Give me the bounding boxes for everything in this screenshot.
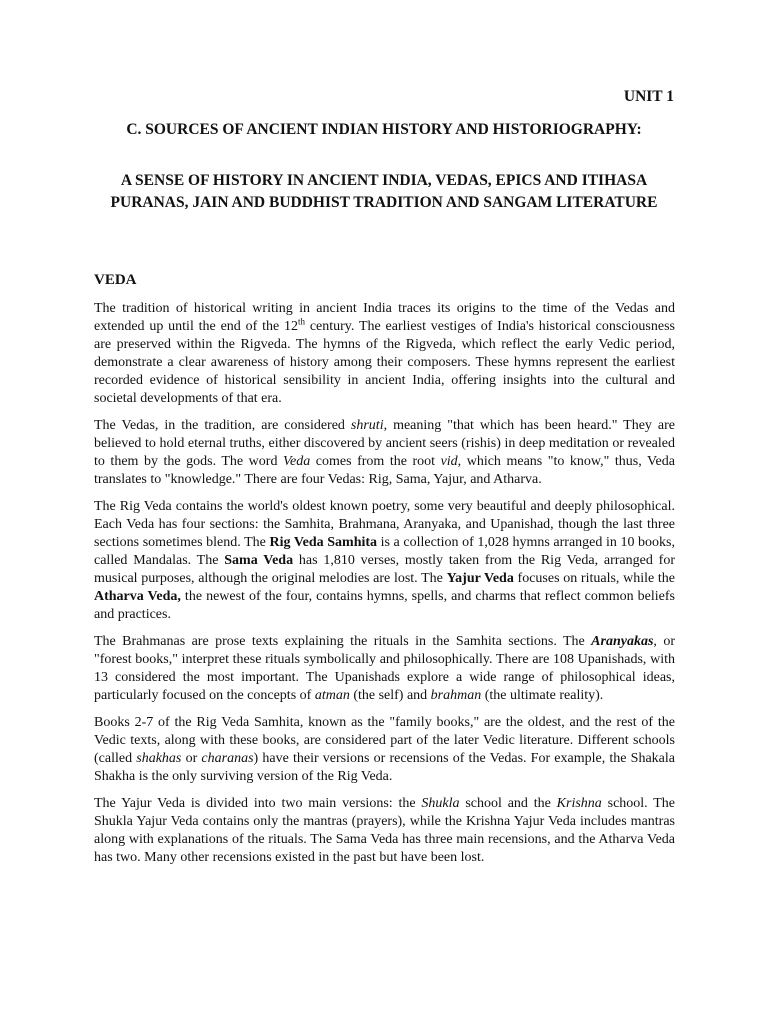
text-run: The tradition of historical writing in ancient India traces its origins to the time of the Vedas and extended up until the end of the 12 — [94, 301, 675, 334]
text-run: (the self) and — [349, 688, 431, 703]
text-run: or — [181, 751, 202, 766]
italic-term: charanas — [201, 751, 254, 766]
chapter-title: C. SOURCES OF ANCIENT INDIAN HISTORY AND HISTORIOGRAPHY: — [126, 121, 642, 138]
text-run: comes from the root — [310, 454, 441, 469]
paragraph-2 — [94, 417, 675, 489]
text-run: , meaning "that which has been heard." They are believed to hold eternal truths, either discovered by ancient seers (rishis) in deep meditation or revealed to them by the gods. The word — [94, 418, 675, 469]
text-run: Books 2-7 of the Rig Veda Samhita, known as the "family books," are the oldest, and the rest of the Vedic texts, along with these books, are considered part of the later Vedic literature. Different schools (called — [94, 715, 675, 766]
italic-term: Krishna — [556, 796, 602, 811]
italic-term: Veda — [283, 454, 311, 469]
text-run: The Brahmanas are prose texts explaining the rituals in the Samhita sections. The — [94, 634, 592, 649]
body-text — [94, 300, 675, 876]
paragraph-1 — [94, 300, 675, 408]
text-run: is a collection of 1,028 hymns arranged in 10 books, called Mandalas. The — [94, 535, 676, 568]
chapter-subtitle: A SENSE OF HISTORY IN ANCIENT INDIA, VEDAS, EPICS AND ITIHASA PURANAS, JAIN AND BUDDHIST TRADITION AND SANGAM LITERATURE — [110, 172, 658, 211]
italic-term: vid — [440, 454, 458, 469]
text-run: has 1,810 verses, mostly taken from the Rig Veda, arranged for musical purposes, although the original melodies are lost. The — [94, 553, 675, 586]
paragraph-5 — [94, 714, 675, 786]
superscript: th — [298, 316, 306, 327]
text-run: the newest of the four, contains hymns, spells, and charms that reflect common beliefs and practices. — [94, 589, 675, 622]
text-run: century. The earliest vestiges of India's historical consciousness are preserved within the Rigveda. The hymns of the Rigveda, which reflect the early Vedic period, demonstrate a clear awareness of history among their composers. These hymns represent the earliest recorded evidence of historical sensibility in ancient India, offering insights into the cultural and societal developments of that era. — [94, 319, 675, 406]
bold-italic-term: Aranyakas — [591, 634, 654, 649]
text-run: , which means "to know," thus, Veda translates to "knowledge." There are four Vedas: Rig, Sama, Yajur, and Atharva. — [94, 454, 675, 487]
italic-term: shakhas — [136, 751, 182, 766]
section-heading-veda: VEDA — [94, 272, 137, 288]
italic-term: atman — [314, 688, 350, 703]
italic-term: shruti — [350, 418, 384, 433]
italic-term: Shukla — [421, 796, 460, 811]
bold-term: Rig Veda Samhita — [269, 535, 378, 550]
italic-term: brahman — [430, 688, 482, 703]
bold-term: Yajur Veda — [446, 571, 514, 586]
text-run: focuses on rituals, while the — [513, 571, 676, 586]
bold-term: Sama Veda — [224, 553, 294, 568]
paragraph-4 — [94, 633, 675, 705]
text-run: (the ultimate reality). — [481, 688, 604, 703]
text-run: school. The Shukla Yajur Veda contains only the mantras (prayers), while the Krishna Yajur Veda includes mantras along with explanations of the rituals. The Sama Veda has three main recensions, and the Atharva Veda has two. Many other recensions existed in the past but have been lost. — [94, 796, 675, 865]
text-run: The Rig Veda contains the world's oldest known poetry, some very beautiful and deeply philosophical. Each Veda has four sections: the Samhita, Brahmana, Aranyaka, and Upanishad, though the last three sections sometimes blend. The — [94, 499, 675, 550]
unit-label: UNIT 1 — [623, 88, 674, 105]
text-run: school and the — [459, 796, 557, 811]
text-run: ) have their versions or recensions of the Vedas. For example, the Shakala Shakha is the only surviving version of the Rig Veda. — [94, 751, 675, 784]
text-run: The Vedas, in the tradition, are considered — [94, 418, 351, 433]
paragraph-6 — [94, 795, 675, 867]
text-run: , or "forest books," interpret these rituals symbolically and philosophically. There are 108 Upanishads, with 13 considered the most important. The Upanishads explore a wide range of philosophical ideas, particularly focused on the concepts of — [94, 634, 675, 703]
text-run: The Yajur Veda is divided into two main versions: the — [94, 796, 422, 811]
bold-term: Atharva Veda, — [94, 589, 181, 604]
paragraph-3 — [94, 498, 675, 624]
